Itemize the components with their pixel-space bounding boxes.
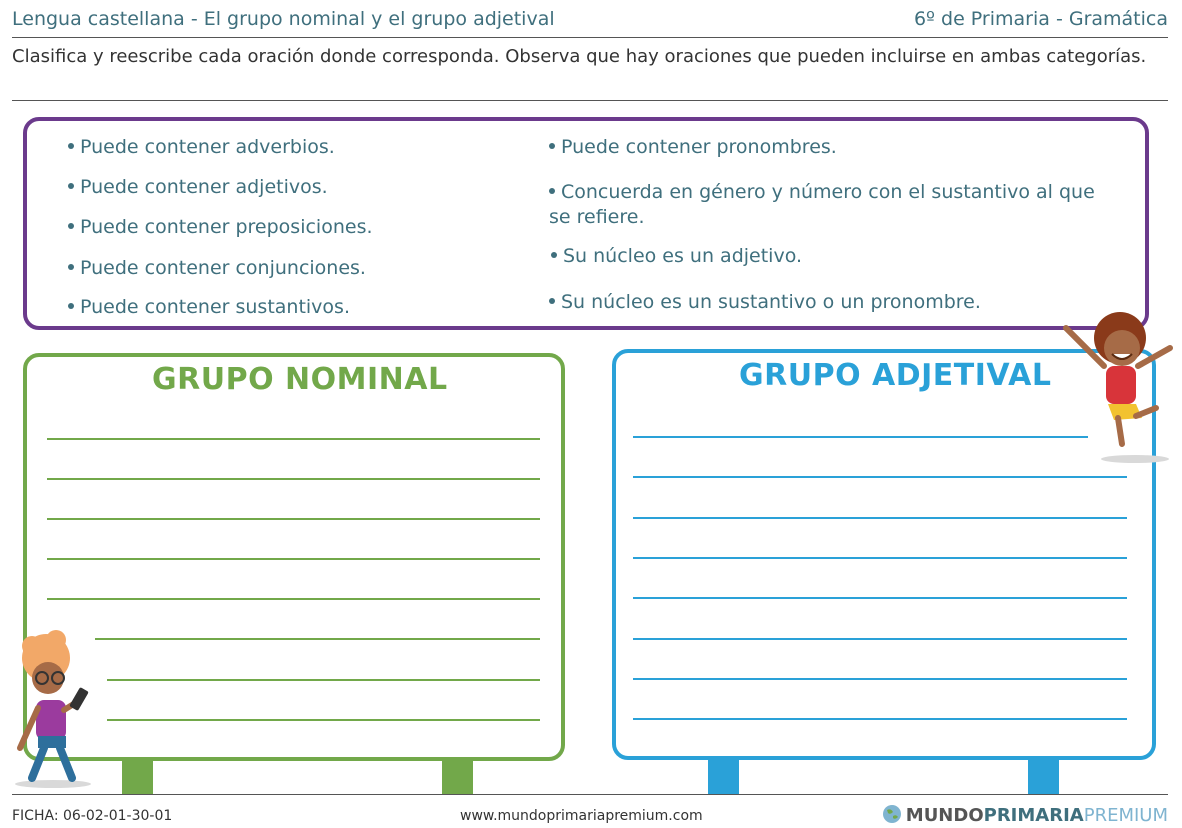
writing-line[interactable] (47, 438, 540, 440)
statement-item: Concuerda en género y número con el sustantivo al que se refiere. (549, 181, 1095, 228)
writing-line[interactable] (633, 476, 1127, 478)
bullet-icon (68, 303, 74, 309)
header-divider (12, 37, 1168, 38)
globe-icon (882, 804, 902, 824)
bullet-icon (551, 252, 557, 258)
writing-line[interactable] (633, 638, 1127, 640)
worksheet-grade: 6º de Primaria - Gramática (913, 8, 1168, 30)
writing-line[interactable] (633, 436, 1088, 438)
mundo-primaria-logo: MUNDOPRIMARIAPREMIUM (882, 804, 1168, 826)
writing-line[interactable] (95, 638, 540, 640)
writing-line[interactable] (107, 679, 540, 681)
worksheet-subject: Lengua castellana - El grupo nominal y el grupo adjetival (12, 8, 555, 30)
writing-line[interactable] (107, 719, 540, 721)
writing-line[interactable] (47, 478, 540, 480)
writing-line[interactable] (47, 558, 540, 560)
website-url[interactable]: www.mundoprimariapremium.com (460, 808, 703, 824)
board-leg (1028, 760, 1059, 794)
writing-line[interactable] (633, 517, 1127, 519)
statement-item: Puede contener adjetivos. (68, 176, 328, 198)
board-leg (442, 760, 473, 794)
statement-item: Puede contener preposiciones. (68, 216, 373, 238)
writing-line[interactable] (633, 718, 1127, 720)
writing-line[interactable] (633, 597, 1127, 599)
statement-item: Su núcleo es un sustantivo o un pronombre. (549, 291, 981, 313)
footer-divider (12, 794, 1168, 795)
statement-item: Puede contener sustantivos. (68, 296, 350, 318)
grupo-nominal-board (23, 353, 565, 761)
statement-item: Puede contener conjunciones. (68, 257, 366, 279)
instructions-divider (12, 100, 1168, 101)
writing-line[interactable] (47, 598, 540, 600)
statement-item: Su núcleo es un adjetivo. (551, 245, 802, 267)
writing-line[interactable] (47, 518, 540, 520)
instructions: Clasifica y reescribe cada oración donde corresponda. Observa que hay oraciones que pueden incluirse en ambas categorías. (12, 46, 1147, 67)
bullet-icon (549, 188, 555, 194)
ficha-code: FICHA: 06-02-01-30-01 (12, 808, 173, 824)
writing-line[interactable] (633, 678, 1127, 680)
bullet-icon (68, 183, 74, 189)
grupo-nominal-title: GRUPO NOMINAL (152, 362, 448, 397)
bullet-icon (68, 223, 74, 229)
bullet-icon (68, 264, 74, 270)
grupo-adjetival-title: GRUPO ADJETIVAL (739, 358, 1052, 393)
girl-with-phone-illustration (8, 628, 98, 790)
bullet-icon (549, 143, 555, 149)
board-leg (708, 760, 739, 794)
statement-item: Puede contener adverbios. (68, 136, 335, 158)
jumping-boy-illustration (1058, 308, 1178, 464)
writing-line[interactable] (633, 557, 1127, 559)
bullet-icon (549, 298, 555, 304)
statement-item: Puede contener pronombres. (549, 136, 837, 158)
bullet-icon (68, 143, 74, 149)
board-leg (122, 760, 153, 794)
